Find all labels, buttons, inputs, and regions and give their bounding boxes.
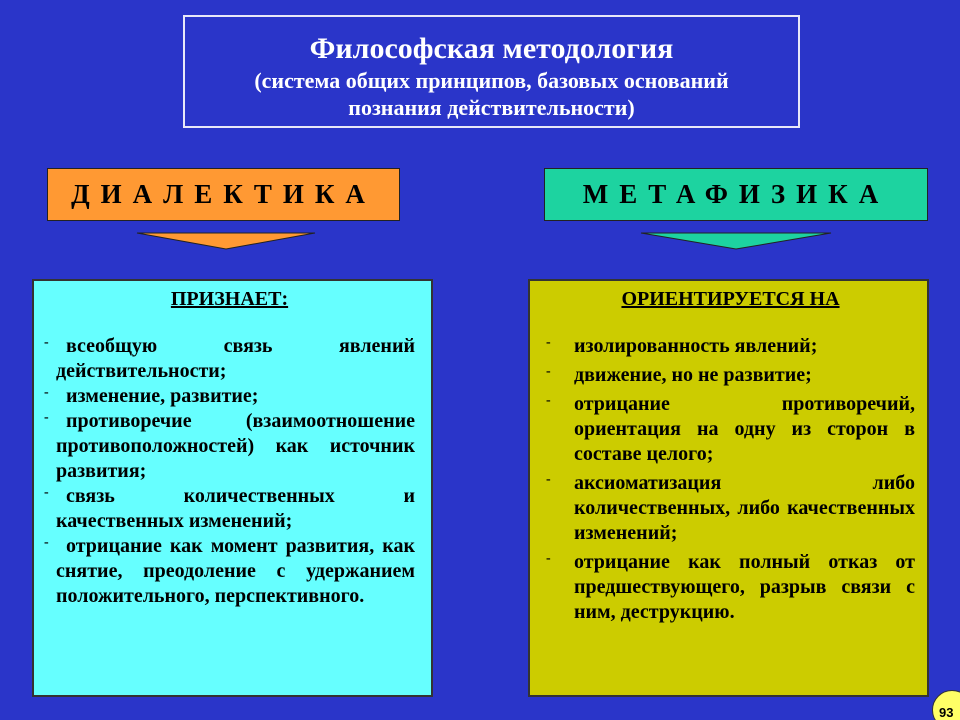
metaphysics-panel-title: ОРИЕНТИРУЕТСЯ НА	[621, 288, 840, 310]
dialectics-panel-title: ПРИЗНАЕТ:	[170, 288, 289, 310]
dialectics-list	[44, 334, 415, 609]
list-item: - отрицание как момент развития, как снятие, преодоление с удержанием положительного, перспективного.	[44, 535, 415, 607]
bullet-dash-icon: -	[44, 335, 49, 350]
metaphysics-panel	[528, 279, 929, 697]
bullet-dash-icon: -	[546, 551, 551, 566]
list-item: - изолированность явлений;	[546, 335, 818, 357]
bullet-dash-icon: -	[546, 393, 551, 408]
slide-subtitle-line-2: познания действительности)	[348, 95, 635, 120]
page-number-badge: 93	[932, 690, 960, 720]
slide-title: Философская методология	[309, 32, 674, 65]
bullet-dash-icon: -	[44, 385, 49, 400]
dialectics-down-arrow-icon	[136, 232, 316, 250]
list-item: - аксиоматизация либо количественных, либо качественных изменений;	[546, 472, 915, 544]
metaphysics-list	[546, 334, 915, 625]
title-box	[183, 15, 800, 128]
list-item: - всеобщую связь явлений действительности;	[44, 335, 415, 382]
metaphysics-heading: МЕТАФИЗИКА	[544, 168, 928, 221]
bullet-dash-icon: -	[44, 410, 49, 425]
bullet-dash-icon: -	[546, 472, 551, 487]
list-item: - связь количественных и качественных изменений;	[44, 485, 415, 532]
slide-subtitle-line-1: (система общих принципов, базовых оснований	[254, 68, 729, 93]
dialectics-panel	[32, 279, 433, 697]
list-item: - отрицание как полный отказ от предшествующего, разрыв связи с ним, деструкцию.	[546, 551, 915, 623]
bullet-dash-icon: -	[44, 485, 49, 500]
bullet-dash-icon: -	[44, 535, 49, 550]
dialectics-heading: ДИАЛЕКТИКА	[47, 168, 400, 221]
metaphysics-down-arrow-icon	[640, 232, 832, 250]
list-item: - отрицание противоречий, ориентация на одну из сторон в составе целого;	[546, 393, 915, 465]
list-item: - противоречие (взаимоотношение противоположностей) как источник развития;	[44, 410, 415, 482]
list-item: - изменение, развитие;	[44, 385, 259, 407]
bullet-dash-icon: -	[546, 364, 551, 379]
list-item: - движение, но не развитие;	[546, 364, 812, 386]
bullet-dash-icon: -	[546, 335, 551, 350]
